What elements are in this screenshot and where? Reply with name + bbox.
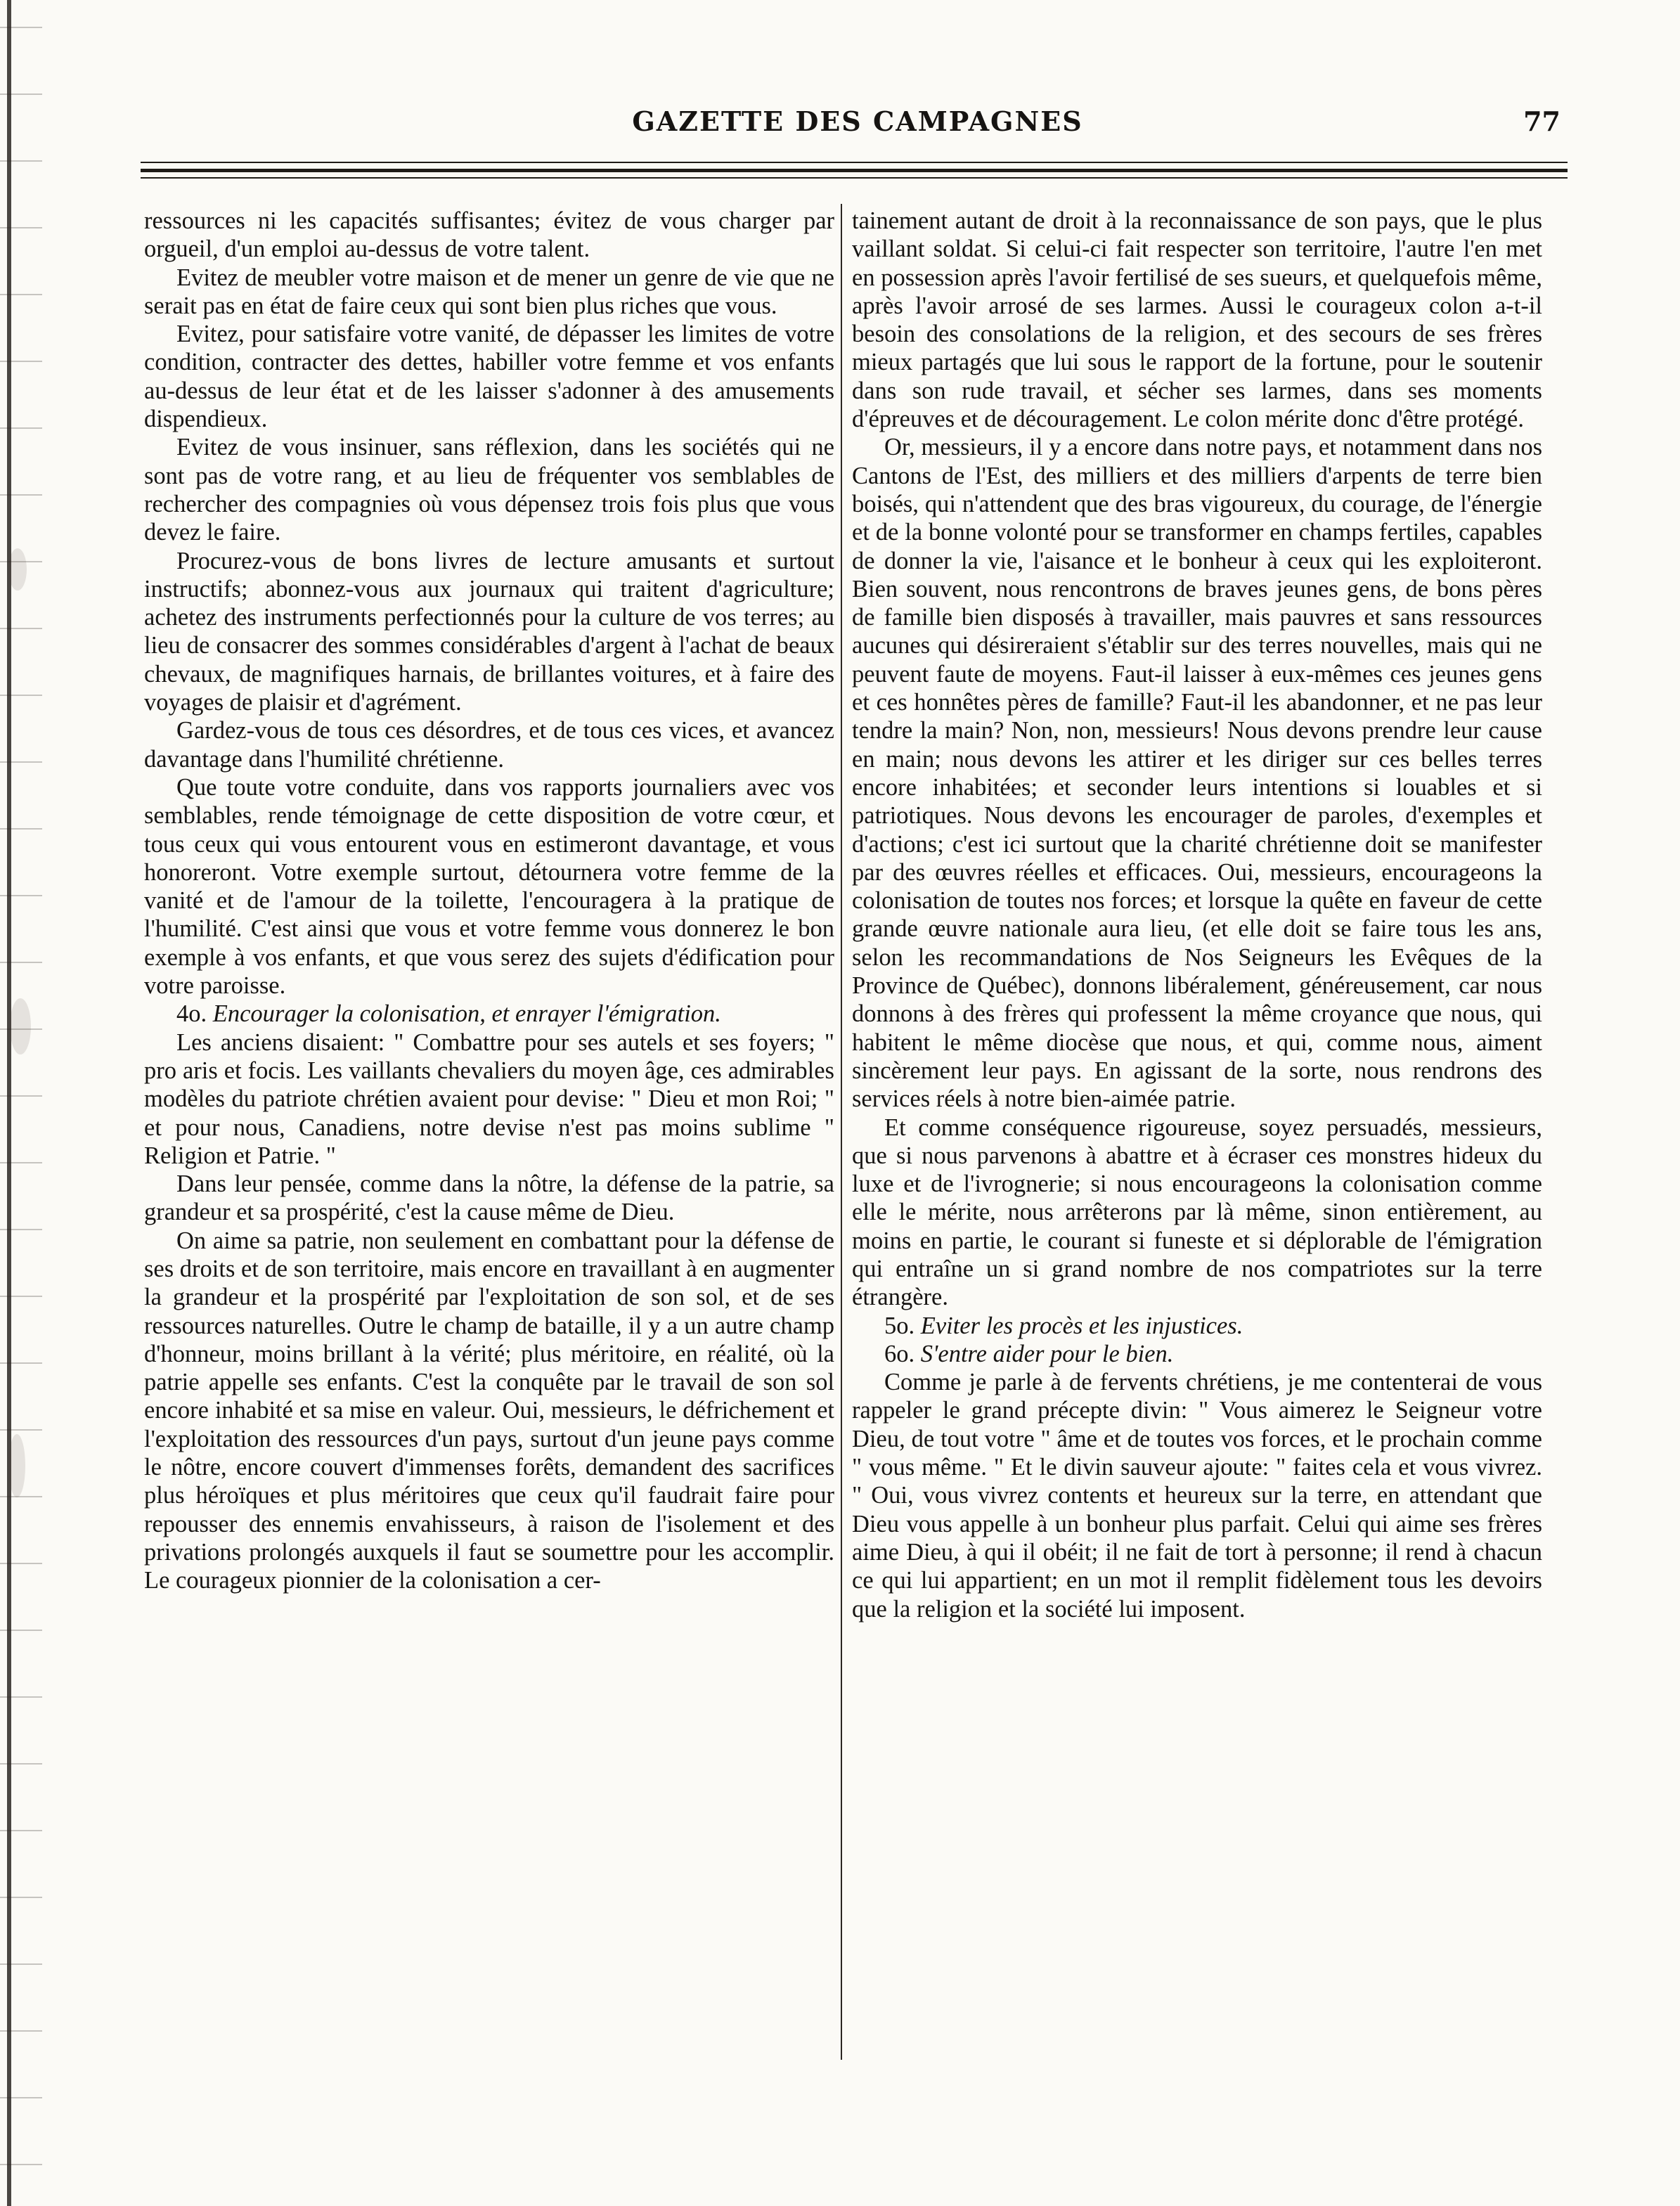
right-column [852, 207, 1542, 1623]
section-number: 5o. [884, 1312, 915, 1339]
ink-stain [8, 548, 27, 591]
section-heading [144, 1000, 834, 1028]
section-title: Eviter les procès et les injustices. [920, 1312, 1243, 1339]
paragraph: Les anciens disaient: " Combattre pour ses autels et ses foyers; " pro aris et focis. Les vaillants chevaliers du moyen âge, ces admirables modèles du patriote chrétien avaient pour devise: " Dieu et mon Roi; " et pour nous, Canadiens, notre devise n'est pas moins sublime " Religion et Patrie. " [144, 1028, 834, 1169]
header-rule-thick [141, 169, 1568, 172]
section-number: 6o. [884, 1340, 915, 1367]
paragraph: Evitez, pour satisfaire votre vanité, de dépasser les limites de votre condition, contracter des dettes, habiller votre femme et vos enfants au-dessus de leur état et de les laisser s'adonner à des amusements dispendieux. [144, 321, 834, 433]
header-rule-thin [141, 162, 1568, 163]
left-column [144, 207, 834, 1595]
page-number: 77 [1523, 105, 1561, 137]
paragraph: Que toute votre conduite, dans vos rapports journaliers avec vos semblables, rende témoignage de cette disposition de votre cœur, et tous ceux qui vous entourent vous en estimeront davantage, et vous honoreront. Votre exemple surtout, détournera votre femme de la vanité et de l'amour de la toilette, l'encouragera à la pratique de l'humilité. C'est ainsi que vous et votre femme vous donnerez le bon exemple à vos enfants, et que vous serez des sujets d'édification pour votre paroisse. [144, 773, 834, 1000]
paragraph: ressources ni les capacités suffisantes; évitez de vous charger par orgueil, d'un emploi au-dessus de votre talent. [144, 207, 834, 263]
paragraph: Comme je parle à de fervents chrétiens, je me contenterai de vous rappeler le grand précepte divin: " Vous aimerez le Seigneur votre Dieu, de tout votre " âme et de toutes vos forces, et le prochain comme " vous même. " Et le divin sauveur ajoute: " faites cela et vous vivrez. " Oui, vous vivrez contents et heureux sur la terre, en attendant que Dieu vous appelle à un bonheur plus parfait. Celui qui aime ses frères aime Dieu, à qui il obéit; il ne fait de tort à personne; il rend à chacun ce qui lui appartient; en un mot il remplit fidèlement tous les devoirs que la religion et la société lui imposent. [852, 1369, 1542, 1623]
paragraph: On aime sa patrie, non seulement en combattant pour la défense de ses droits et de son territoire, mais encore en travaillant à en augmenter la grandeur et la prospérité par l'exploitation de son sol, et de ses ressources naturelles. Outre le champ de bataille, il y a un autre champ d'honneur, moins brillant à la vérité; plus méritoire, en réalité, où la patrie appelle ses enfants. C'est la conquête par le travail de son sol encore inhabité et sa mise en valeur. Oui, messieurs, le défrichement et l'exploitation des ressources d'un pays, surtout d'un jeune pays comme le nôtre, encore couvert d'immenses forêts, demandent des sacrifices plus héroïques et plus méritoires que ceux qu'il faudrait faire pour repousser des ennemis envahisseurs, à raison de l'isolement et des privations prolongés auxquels il faut se soumettre pour les accomplir. Le courageux pionnier de la colonisation a cer- [144, 1227, 834, 1594]
paragraph: Evitez de vous insinuer, sans réflexion, dans les sociétés qui ne sont pas de votre rang, et au lieu de fréquenter vos semblables de rechercher des compagnies où vous dépensez trois fois plus que vous devez le faire. [144, 434, 834, 546]
paragraph: Evitez de meubler votre maison et de mener un genre de vie que ne serait pas en état de faire ceux qui sont bien plus riches que vous. [144, 264, 834, 319]
newspaper-title: GAZETTE DES CAMPAGNES [632, 105, 1083, 137]
paragraph: Gardez-vous de tous ces désordres, et de tous ces vices, et avancez davantage dans l'humilité chrétienne. [144, 717, 834, 773]
paragraph: tainement autant de droit à la reconnaissance de son pays, que le plus vaillant soldat. Si celui-ci fait respecter son territoire, l'autre l'en met en possession après l'avoir fertilisé de ses sueurs, et quelquefois même, après l'avoir arrosé de ses larmes. Aussi le courageux colon a-t-il besoin des consolations de la religion, et des secours de ses frères mieux partagés que lui sous le rapport de la fortune, pour le soutenir dans son rude travail, et sécher ses larmes, dans ses moments d'épreuves et de découragement. Le colon mérite donc d'être protégé. [852, 207, 1542, 433]
section-heading [852, 1340, 1542, 1368]
paragraph: Et comme conséquence rigoureuse, soyez persuadés, messieurs, que si nous parvenons à abattre et à écraser ces monstres hideux du luxe et de l'ivrognerie; si nous encourageons la colonisation comme elle le mérite, nous arrêterons par là même, sinon entièrement, au moins en partie, le courant si funeste et si déplorable de l'émigration qui entraîne un si grand nombre de nos compatriotes sur la terre étrangère. [852, 1114, 1542, 1311]
paragraph: Procurez-vous de bons livres de lecture amusants et surtout instructifs; abonnez-vous aux journaux qui traitent d'agriculture; achetez des instruments perfectionnés pour la culture de vos terres; au lieu de consacrer des sommes considérables d'argent à l'achat de beaux chevaux, de magnifiques harnais, de brillantes voitures, et à faire des voyages de plaisir et d'agrément. [144, 547, 834, 716]
header-rule-thin [141, 177, 1568, 179]
section-heading [852, 1312, 1542, 1340]
ink-stain [10, 998, 31, 1054]
paragraph: Dans leur pensée, comme dans la nôtre, la défense de la patrie, sa grandeur et sa prospérité, c'est la cause même de Dieu. [144, 1170, 834, 1226]
section-number: 4o. [176, 1000, 207, 1028]
scan-edge-marks [0, 0, 42, 2206]
section-title: S'entre aider pour le bien. [920, 1340, 1174, 1367]
paragraph: Or, messieurs, il y a encore dans notre pays, et notamment dans nos Cantons de l'Est, des milliers et des milliers d'arpents de terre bien boisés, qui n'attendent que des bras vigoureux, du courage, de l'énergie et de la bonne volonté pour se transformer en champs fertiles, capables de donner la vie, l'aisance et le bonheur à ceux qui les exploiteront. Bien souvent, nous rencontrons de braves jeunes gens, de bons pères de famille bien disposés à travailler, mais pauvres et sans ressources aucunes qui désireraient s'établir sur des terres nouvelles, mais qui ne peuvent faute de moyens. Faut-il laisser à eux-mêmes ces jeunes gens et ces honnêtes pères de famille? Faut-il les abandonner, et ne pas leur tendre la main? Non, non, messieurs! Nous devons prendre leur cause en main; nous devons les attirer et les diriger sur ces belles terres encore inhabitées; et seconder leurs intentions si louables et si patriotiques. Nous devons les encourager de paroles, d'exemples et d'actions; c'est ici surtout que la charité chrétienne doit se manifester par des œuvres réelles et efficaces. Oui, messieurs, encourageons la colonisation de toutes nos forces; et lorsque la quête en faveur de cette grande œuvre nationale aura lieu, (et elle doit se faire tous les ans, selon les recommandations de Nos Seigneurs les Evêques de la Province de Québec), donnons libéralement, généreusement, car nous donnons à des frères qui professent la même croyance que nous, qui habitent le même diocèse que nous, et qui, comme nous, aiment sincèrement leur pays. En agissant de la sorte, nous rendrons des services réels à notre bien-aimée patrie. [852, 434, 1542, 1113]
ink-stain [8, 1434, 25, 1497]
column-divider [841, 204, 842, 2060]
section-title: Encourager la colonisation, et enrayer l'émigration. [212, 1000, 721, 1028]
